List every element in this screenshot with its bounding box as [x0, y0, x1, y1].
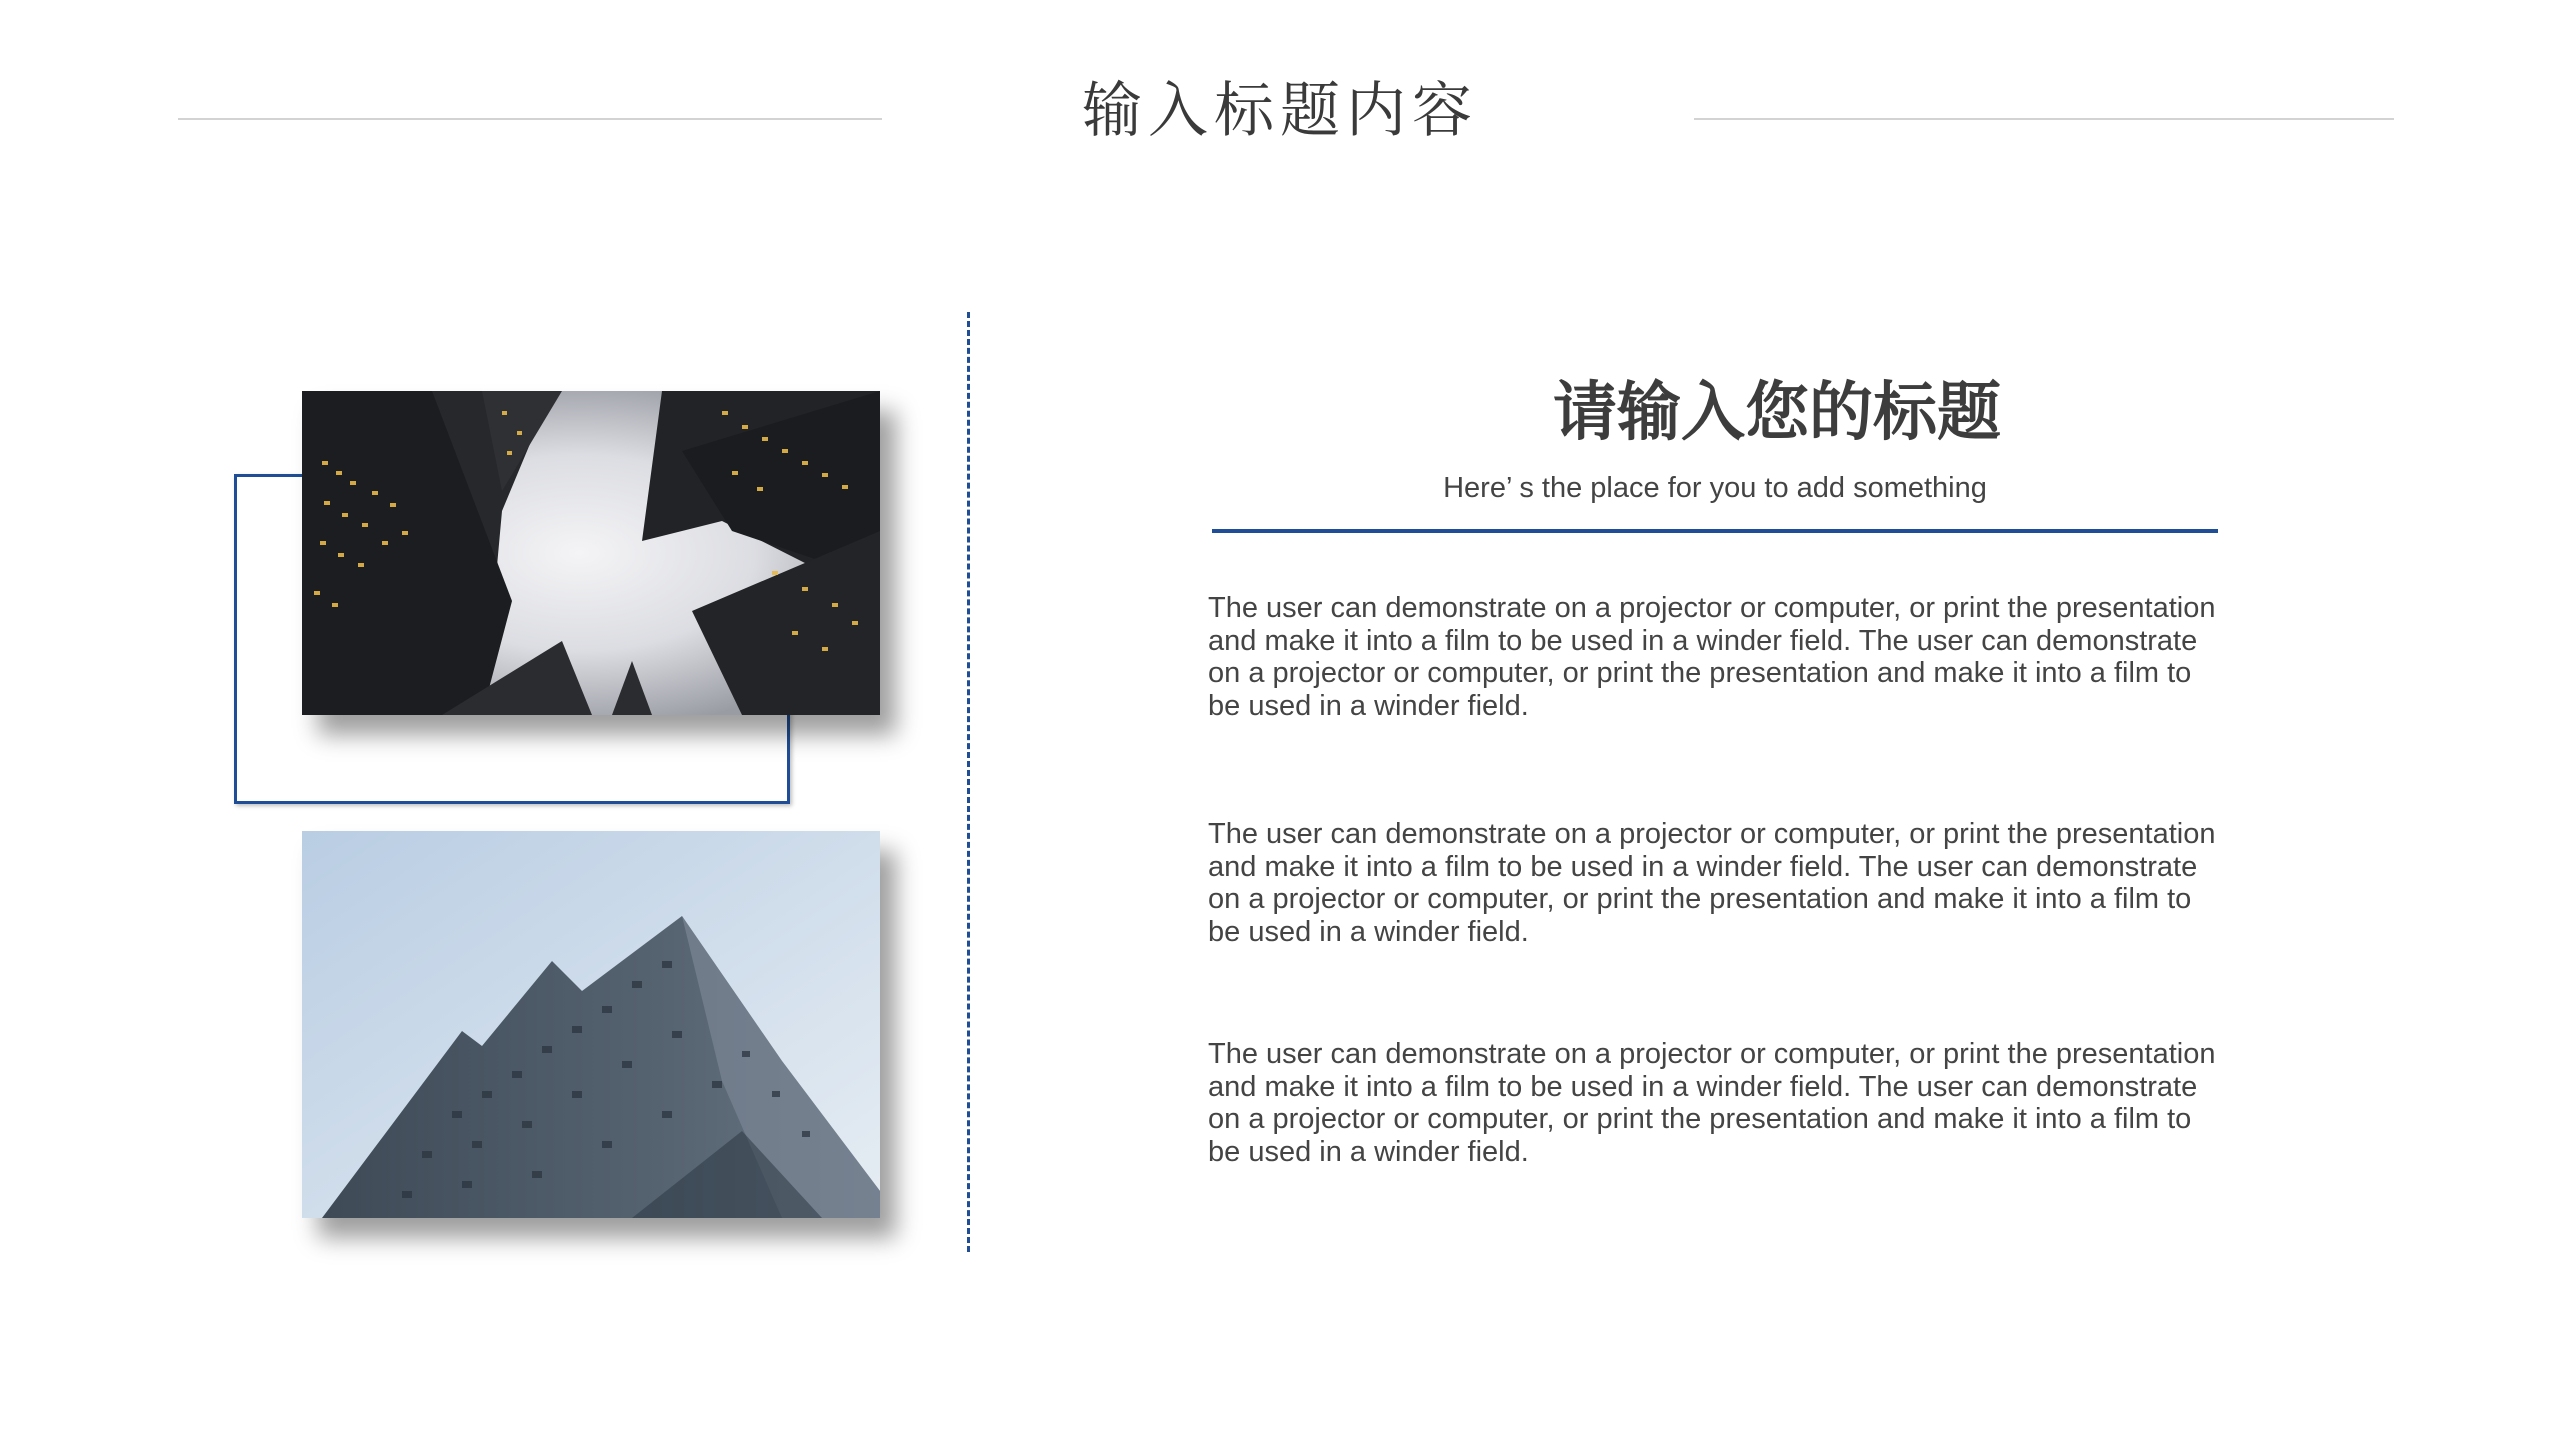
heading-underline — [1212, 529, 2218, 533]
body-paragraph-2: The user can demonstrate on a projector or computer, or print the presentation and make it into a film to be used in a winder field. The user can demonstrate on a projector or computer, or print the presentation and make it into a film to be used in a winder field. — [1208, 818, 2216, 948]
photo-skyscrapers-fog — [302, 391, 880, 715]
header-rule-left — [178, 118, 882, 120]
section-heading: 请输入您的标题 — [1553, 376, 2001, 450]
modern-building-image — [302, 831, 880, 1218]
photo-modern-building — [302, 831, 880, 1218]
body-paragraph-1: The user can demonstrate on a projector or computer, or print the presentation and make it into a film to be used in a winder field. The user can demonstrate on a projector or computer, or print the presentation and make it into a film to be used in a winder field. — [1208, 592, 2216, 722]
body-paragraph-3: The user can demonstrate on a projector or computer, or print the presentation and make it into a film to be used in a winder field. The user can demonstrate on a projector or computer, or print the presentation and make it into a film to be used in a winder field. — [1208, 1038, 2216, 1168]
header-rule-right — [1694, 118, 2394, 120]
dashed-divider — [967, 312, 970, 1252]
slide-title: 输入标题内容 — [1082, 76, 1478, 146]
skyscrapers-fog-image — [302, 391, 880, 715]
section-subtitle: Here’ s the place for you to add something — [1443, 472, 1987, 504]
